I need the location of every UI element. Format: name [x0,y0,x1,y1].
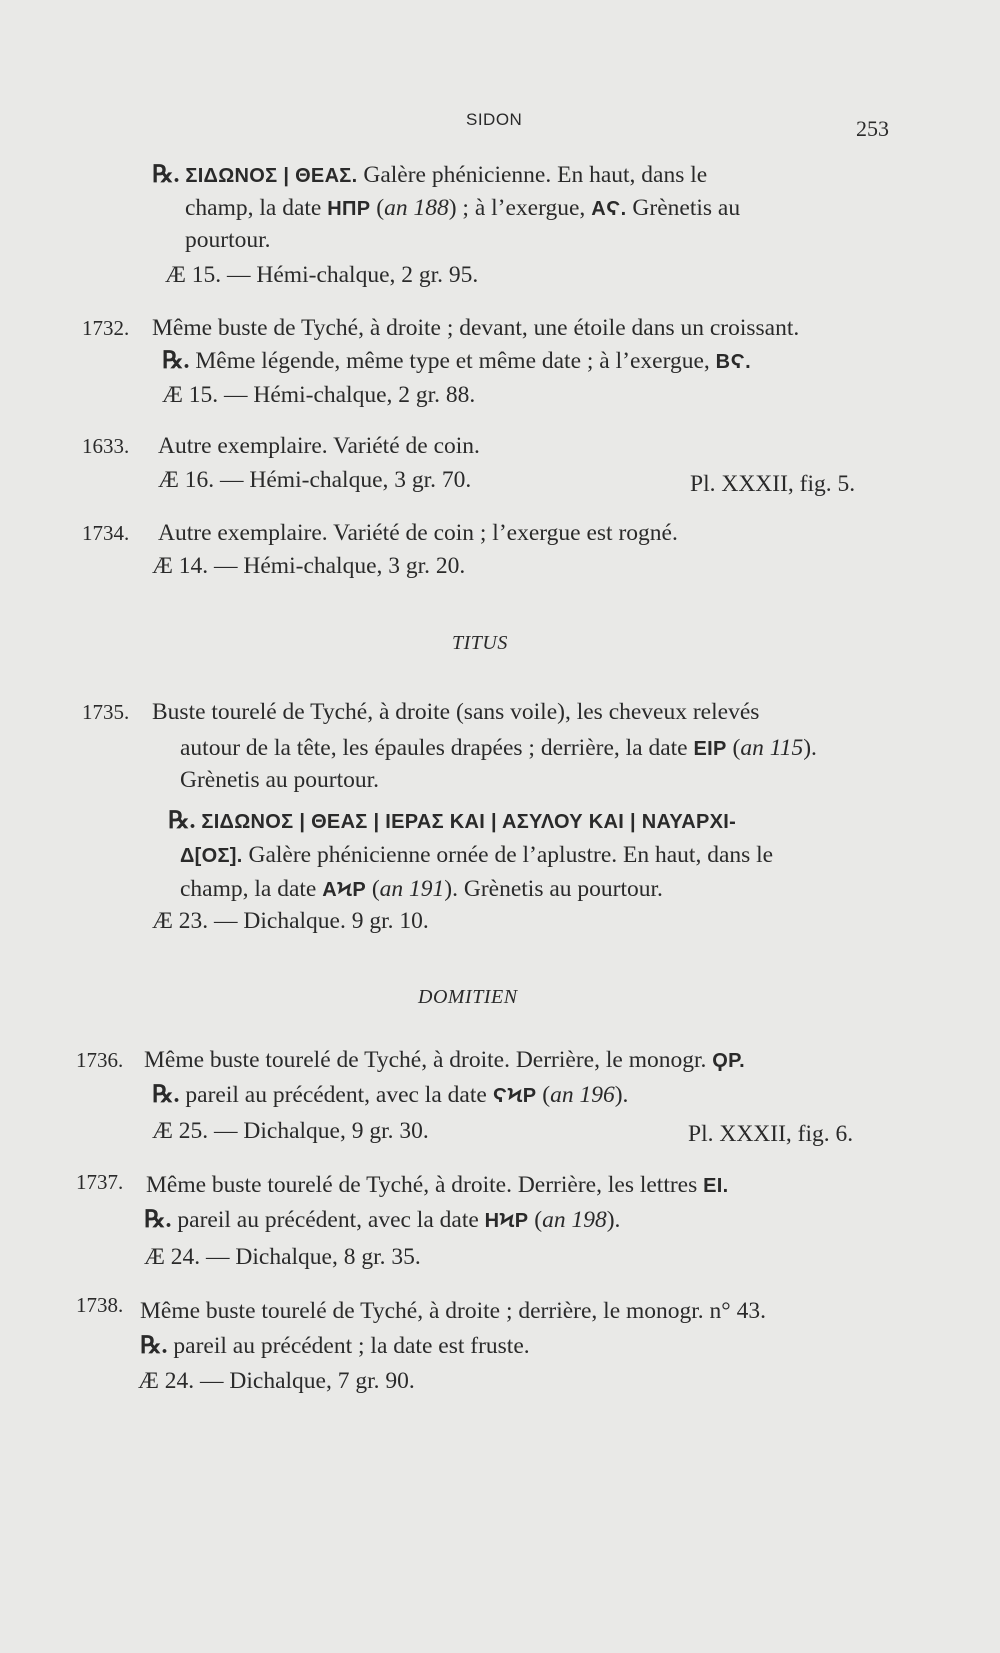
reverse-symbol: ℞. [168,808,196,834]
entry-text: Même buste tourelé de Tyché, à droite. Derrière, le monogr. [144,1047,713,1073]
greek-legend: Δ[ΟΣ]. [180,845,243,867]
greek-date: ΕΙΡ [693,738,727,760]
plate-reference: Pl. XXXII, fig. 5. [690,471,856,497]
entry-line [180,733,817,764]
page-number: 253 [856,116,889,141]
entry-text: 24. — Dichalque, 7 gr. 90. [158,1368,415,1394]
entry-text: autour de la tête, les épaules drapées ; derrière, la date [180,735,694,761]
entry-line [180,840,773,871]
entry-text: Même buste tourelé de Tyché, à droite. Derrière, les lettres [146,1172,704,1198]
entry-text: ) ; à l’exergue, [448,195,592,221]
entry-number: 1737. [76,1170,124,1194]
entry-line [144,1205,620,1236]
entry-text: 23. — Dichalque. 9 gr. 10. [172,908,429,934]
reverse-symbol: ℞. [144,1207,172,1233]
entry-text: ( [365,876,380,902]
plate-reference: Pl. XXXII, fig. 6. [688,1121,854,1147]
greek-legend: ΣΙΔΩΝΟΣ | ΘΕΑΣ. [185,165,358,187]
metal-symbol: Æ [144,1244,165,1270]
year-note: an 115 [740,735,804,761]
entry-line: Buste tourelé de Tyché, à droite (sans voile), les cheveux relevés [152,699,760,725]
entry-text: Même légende, même type et même date ; à l’exergue, [189,348,716,374]
entry-line [146,1170,729,1201]
entry-line [144,1045,745,1076]
reverse-symbol: ℞. [140,1333,168,1359]
greek-date: ΗΠΡ [327,198,371,220]
entry-text: ( [370,195,385,221]
metal-symbol: Æ [152,908,173,934]
entry-text: ). [614,1082,629,1108]
reverse-symbol: ℞. [152,162,180,188]
entry-line [185,193,740,224]
entry-line [165,260,478,290]
entry-line [158,465,471,495]
entry-line: Autre exemplaire. Variété de coin. [158,433,480,459]
year-note: an 196 [550,1082,615,1108]
running-title: SIDON [466,110,523,129]
entry-line: Même buste de Tyché, à droite ; devant, une étoile dans un croissant. [152,315,800,341]
entry-number: 1734. [82,521,130,545]
entry-line: Autre exemplaire. Variété de coin ; l’exergue est rogné. [158,520,678,546]
entry-number: 1735. [82,700,130,724]
metal-symbol: Æ [138,1368,159,1394]
entry-line [168,806,736,837]
entry-text: ( [528,1207,543,1233]
entry-number: 1736. [76,1048,124,1072]
entry-text: ( [726,735,741,761]
entry-line: Même buste tourelé de Tyché, à droite ; derrière, le monogr. n° 43. [140,1298,766,1324]
entry-line [152,551,465,581]
entry-line [152,1116,429,1146]
entry-line [152,906,429,936]
entry-text: 15. — Hémi-chalque, 2 gr. 88. [182,382,476,408]
entry-text: 14. — Hémi-chalque, 3 gr. 20. [172,553,466,579]
section-title-domitien: DOMITIEN [418,986,518,1008]
year-note: an 191 [379,876,445,902]
entry-line [144,1242,421,1272]
exergue-letters: ΒϚ. [715,351,751,373]
field-letters: ΕΙ. [703,1175,729,1197]
entry-text: pareil au précédent, avec la date [179,1082,493,1108]
entry-text: champ, la date [180,876,323,902]
metal-symbol: Æ [158,467,179,493]
entry-line: Grènetis au pourtour. [180,767,380,793]
entry-line [138,1366,415,1396]
entry-text: 16. — Hémi-chalque, 3 gr. 70. [178,467,472,493]
entry-text: pareil au précédent, avec la date [171,1207,485,1233]
entry-text: ). Grènetis au pourtour. [444,876,663,902]
entry-text: ). [803,735,817,761]
greek-date: ϚϞΡ [492,1085,537,1107]
entry-line [152,1080,628,1111]
entry-number: 1738. [76,1293,124,1317]
metal-symbol: Æ [165,262,186,288]
entry-text: 25. — Dichalque, 9 gr. 30. [172,1118,429,1144]
entry-line [152,160,707,191]
metal-symbol: Æ [162,382,183,408]
year-note: an 198 [542,1207,607,1233]
entry-text: 15. — Hémi-chalque, 2 gr. 95. [185,262,479,288]
entry-number: 1633. [82,434,130,458]
entry-line [140,1331,530,1361]
entry-line [162,380,475,410]
greek-legend: ΣΙΔΩΝΟΣ | ΘΕΑΣ | ΙΕΡΑΣ ΚΑΙ | ΑΣΥΛΟΥ ΚΑΙ | ΝΑΥΑΡΧΙ- [201,811,737,833]
entry-text: ). [606,1207,621,1233]
entry-line [180,874,663,905]
entry-text: champ, la date [185,195,328,221]
entry-line [162,346,751,377]
reverse-symbol: ℞. [152,1082,180,1108]
reverse-symbol: ℞. [162,348,190,374]
entry-text: 24. — Dichalque, 8 gr. 35. [164,1244,421,1270]
entry-text: Galère phénicienne. En haut, dans le [357,162,708,188]
monogram: ϘP. [712,1050,746,1072]
section-title-titus: TITUS [452,632,508,654]
metal-symbol: Æ [152,553,173,579]
entry-line: pourtour. [185,227,271,253]
year-note: an 188 [384,195,449,221]
entry-text: Galère phénicienne ornée de l’aplustre. En haut, dans le [242,842,774,868]
page-header [0,110,1000,140]
greek-date: ΑϞΡ [322,879,366,901]
metal-symbol: Æ [152,1118,173,1144]
entry-text: ( [536,1082,551,1108]
greek-date: ΗϞΡ [484,1210,529,1232]
entry-text: Grènetis au [626,195,741,221]
exergue-letters: ΑϚ. [591,198,627,220]
entry-text: pareil au précédent ; la date est fruste. [167,1333,530,1359]
entry-number: 1732. [82,316,130,340]
